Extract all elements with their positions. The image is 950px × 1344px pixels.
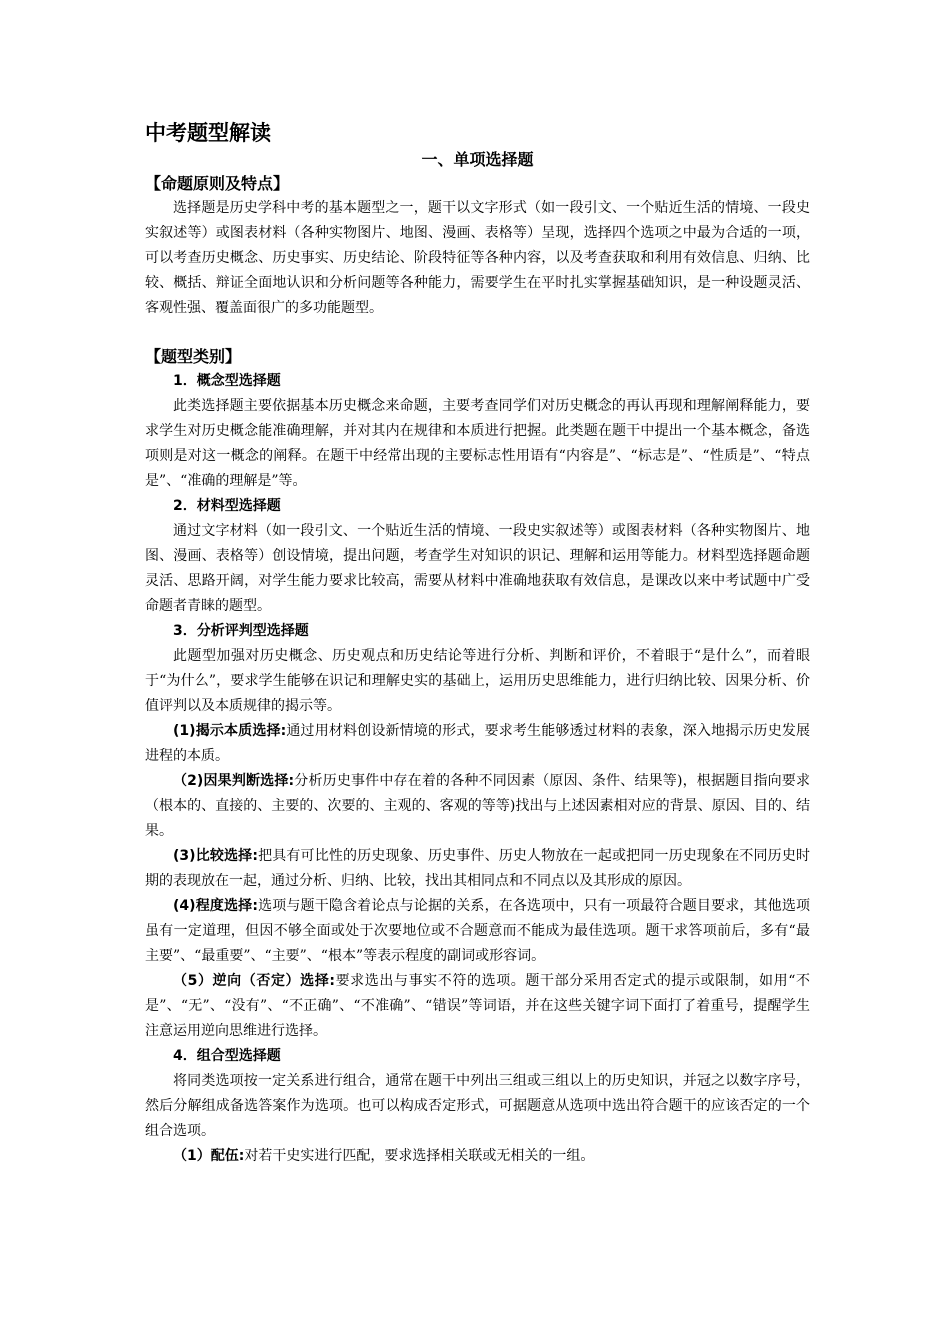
type-3-item-degree [145, 894, 810, 969]
type-3-item-essence [145, 719, 810, 769]
item-text: 把具有可比性的历史现象、历史事件、历史人物放在一起或把同一历史现象在不同历史时期的表现放在一起，通过分析、归纳、比较，找出其相同点和不同点以及其形成的原因。 [145, 848, 810, 889]
type-3-paragraph: 此题型加强对历史概念、历史观点和历史结论等进行分析、判断和评价，不着眼于“是什么”，而着眼于“为什么”，要求学生能够在识记和理解史实的基础上，运用历史思维能力，进行归纳比较、因果分析、价值评判以及本质规律的揭示等。 [145, 648, 810, 714]
type-1-title: 1．概念型选择题 [173, 373, 281, 389]
type-2-title: 2．材料型选择题 [173, 498, 281, 514]
item-text: 对若干史实进行匹配，要求选择相关联或无相关的一组。 [244, 1148, 595, 1164]
item-text: 通过用材料创设新情境的形式，要求考生能够透过材料的表象，深入地揭示历史发展进程的本质。 [145, 723, 811, 764]
item-text: 要求选出与事实不符的选项。题干部分采用否定式的提示或限制，如用“不是”、“无”、“没有”、“不正确”、“不准确”、“错误”等词语，并在这些关键字词下面打了着重号，提醒学生注意运用逆向思维进行选择。 [145, 973, 810, 1039]
item-text: 分析历史事件中存在着的各种不同因素（原因、条件、结果等)，根据题目指向要求（根本的、直接的、主要的、次要的、主观的、客观的等等)找出与上述因素相对应的背景、原因、目的、结果。 [145, 773, 810, 839]
type-3-item-compare [145, 844, 810, 894]
item-label: （2)因果判断选择: [173, 773, 295, 789]
type-2-paragraph: 通过文字材料（如一段引文、一个贴近生活的情境、一段史实叙述等）或图表材料（各种实物图片、地图、漫画、表格等）创设情境，提出问题，考查学生对知识的识记、理解和运用等能力。材料型选择题命题灵活、思路开阔，对学生能力要求比较高，需要从材料中准确地获取有效信息，是课改以来中考试题中广受命题者青睐的题型。 [145, 523, 810, 614]
item-label: (4)程度选择: [173, 898, 258, 914]
type-1-paragraph: 此类选择题主要依据基本历史概念来命题，主要考查同学们对历史概念的再认再现和理解阐释能力，要求学生对历史概念能准确理解，并对其内在规律和本质进行把握。此类题在题干中提出一个基本概念，备选项则是对这一概念的阐释。在题干中经常出现的主要标志性用语有“内容是”、“标志是”、“性质是”、“特点是”、“准确的理解是”等。 [145, 398, 810, 489]
item-label: (1)揭示本质选择: [173, 723, 287, 739]
item-label: （1）配伍: [173, 1148, 245, 1164]
document-title: 中考题型解读 [145, 121, 271, 145]
types-heading: 【题型类别】 [145, 347, 242, 366]
item-text: 选项与题干隐含着论点与论据的关系，在各选项中，只有一项最符合题目要求，其他选项虽有一定道理，但因不够全面或处于次要地位或不合题意而不能成为最佳选项。题干求答项前后，多有“最主要”、“最重要”、“主要”、“根本”等表示程度的副词或形容词。 [145, 898, 810, 964]
type-4-title: 4．组合型选择题 [173, 1048, 281, 1064]
principles-heading: 【命题原则及特点】 [145, 174, 290, 193]
type-3-item-reverse [145, 969, 810, 1044]
type-4-paragraph: 将同类选项按一定关系进行组合，通常在题干中列出三组或三组以上的历史知识，并冠之以数字序号，然后分解组成备选答案作为选项。也可以构成否定形式，可据题意从选项中选出符合题干的应该否定的一个组合选项。 [145, 1073, 810, 1139]
section-title: 一、单项选择题 [421, 150, 534, 169]
type-3-title: 3．分析评判型选择题 [173, 623, 309, 639]
item-label: （5）逆向（否定）选择: [173, 973, 335, 989]
document-page [145, 118, 810, 1169]
type-4-item-match [145, 1144, 810, 1169]
principles-paragraph: 选择题是历史学科中考的基本题型之一，题干以文字形式（如一段引文、一个贴近生活的情境、一段史实叙述等）或图表材料（各种实物图片、地图、漫画、表格等）呈现，选择四个选项之中最为合适的一项，可以考查历史概念、历史事实、历史结论、阶段特征等各种内容，以及考查获取和利用有效信息、归纳、比较、概括、辩证全面地认识和分析问题等各种能力，需要学生在平时扎实掌握基础知识，是一种设题灵活、客观性强、覆盖面很广的多功能题型。 [145, 200, 810, 316]
type-3-item-causal [145, 769, 810, 844]
item-label: (3)比较选择: [173, 848, 258, 864]
